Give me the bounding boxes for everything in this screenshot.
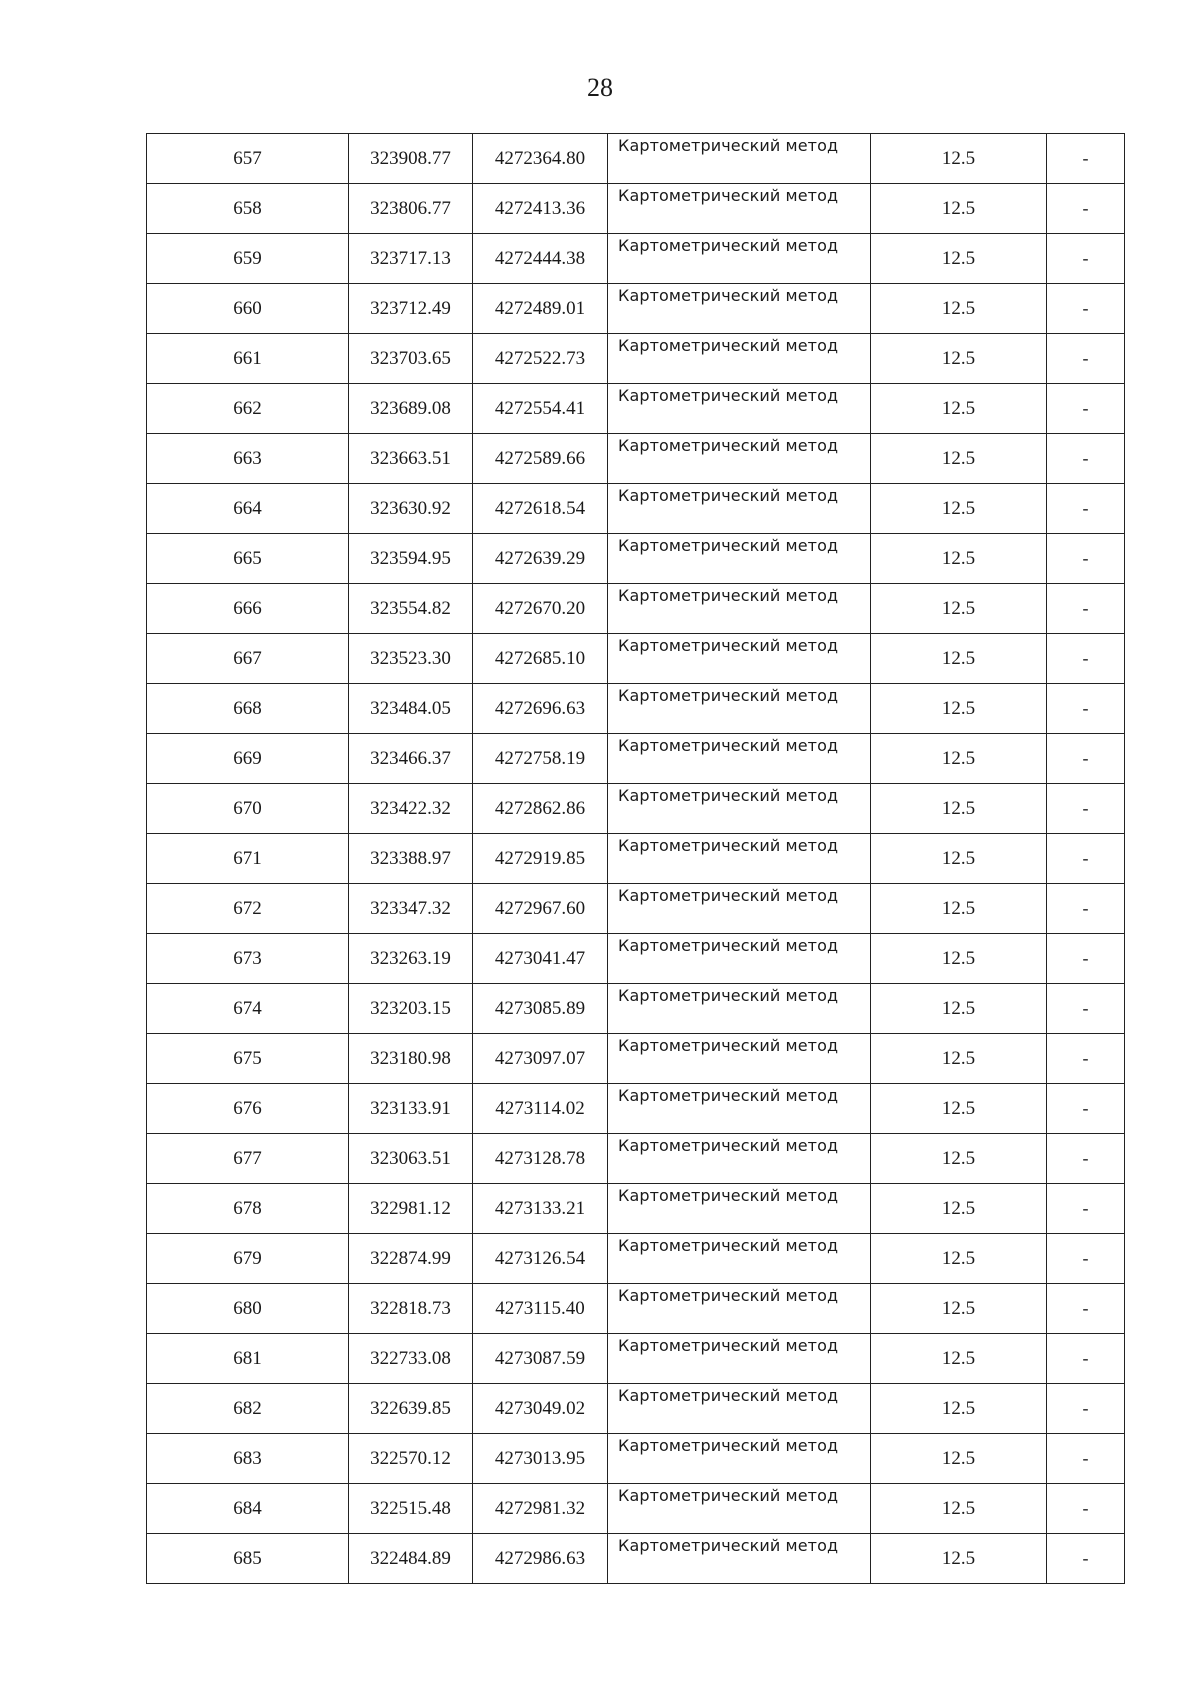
point-number-cell: 662 (147, 384, 349, 434)
accuracy-cell: 12.5 (871, 534, 1047, 584)
point-number-cell: 678 (147, 1184, 349, 1234)
x-coordinate-cell: 322639.85 (349, 1384, 473, 1434)
point-number-cell: 669 (147, 734, 349, 784)
x-coordinate-cell: 322981.12 (349, 1184, 473, 1234)
note-cell: - (1047, 784, 1125, 834)
accuracy-cell: 12.5 (871, 1234, 1047, 1284)
point-number-cell: 667 (147, 634, 349, 684)
x-coordinate-cell: 323806.77 (349, 184, 473, 234)
x-coordinate-cell: 323663.51 (349, 434, 473, 484)
point-number-cell: 664 (147, 484, 349, 534)
x-coordinate-cell: 323203.15 (349, 984, 473, 1034)
accuracy-cell: 12.5 (871, 934, 1047, 984)
x-coordinate-cell: 323422.32 (349, 784, 473, 834)
table-row (147, 1284, 1125, 1334)
table-row (147, 1534, 1125, 1584)
accuracy-cell: 12.5 (871, 1534, 1047, 1584)
point-number-cell: 672 (147, 884, 349, 934)
method-cell: Картометрический метод (608, 1434, 871, 1484)
note-cell: - (1047, 1034, 1125, 1084)
accuracy-cell: 12.5 (871, 234, 1047, 284)
x-coordinate-cell: 323712.49 (349, 284, 473, 334)
y-coordinate-cell: 4273085.89 (473, 984, 608, 1034)
method-cell: Картометрический метод (608, 634, 871, 684)
x-coordinate-cell: 323063.51 (349, 1134, 473, 1184)
method-cell: Картометрический метод (608, 784, 871, 834)
y-coordinate-cell: 4273133.21 (473, 1184, 608, 1234)
note-cell: - (1047, 684, 1125, 734)
note-cell: - (1047, 1234, 1125, 1284)
accuracy-cell: 12.5 (871, 884, 1047, 934)
method-cell: Картометрический метод (608, 1484, 871, 1534)
table-row (147, 1434, 1125, 1484)
table-row (147, 634, 1125, 684)
point-number-cell: 666 (147, 584, 349, 634)
point-number-cell: 670 (147, 784, 349, 834)
y-coordinate-cell: 4273041.47 (473, 934, 608, 984)
y-coordinate-cell: 4272981.32 (473, 1484, 608, 1534)
table-row (147, 1334, 1125, 1384)
point-number-cell: 668 (147, 684, 349, 734)
method-cell: Картометрический метод (608, 234, 871, 284)
table-row (147, 184, 1125, 234)
y-coordinate-cell: 4273114.02 (473, 1084, 608, 1134)
table-row (147, 834, 1125, 884)
accuracy-cell: 12.5 (871, 784, 1047, 834)
accuracy-cell: 12.5 (871, 684, 1047, 734)
table-row (147, 434, 1125, 484)
point-number-cell: 680 (147, 1284, 349, 1334)
method-cell: Картометрический метод (608, 684, 871, 734)
note-cell: - (1047, 384, 1125, 434)
accuracy-cell: 12.5 (871, 134, 1047, 184)
point-number-cell: 673 (147, 934, 349, 984)
method-cell: Картометрический метод (608, 984, 871, 1034)
method-cell: Картометрический метод (608, 1534, 871, 1584)
y-coordinate-cell: 4272685.10 (473, 634, 608, 684)
note-cell: - (1047, 1284, 1125, 1334)
note-cell: - (1047, 434, 1125, 484)
point-number-cell: 677 (147, 1134, 349, 1184)
table-row (147, 284, 1125, 334)
accuracy-cell: 12.5 (871, 484, 1047, 534)
note-cell: - (1047, 934, 1125, 984)
x-coordinate-cell: 322515.48 (349, 1484, 473, 1534)
point-number-cell: 675 (147, 1034, 349, 1084)
point-number-cell: 676 (147, 1084, 349, 1134)
note-cell: - (1047, 1134, 1125, 1184)
method-cell: Картометрический метод (608, 884, 871, 934)
accuracy-cell: 12.5 (871, 1334, 1047, 1384)
y-coordinate-cell: 4273097.07 (473, 1034, 608, 1084)
table-row (147, 1034, 1125, 1084)
table-row (147, 1184, 1125, 1234)
method-cell: Картометрический метод (608, 334, 871, 384)
method-cell: Картометрический метод (608, 584, 871, 634)
point-number-cell: 683 (147, 1434, 349, 1484)
note-cell: - (1047, 134, 1125, 184)
note-cell: - (1047, 584, 1125, 634)
table-row (147, 534, 1125, 584)
point-number-cell: 682 (147, 1384, 349, 1434)
y-coordinate-cell: 4272862.86 (473, 784, 608, 834)
table-row (147, 134, 1125, 184)
method-cell: Картометрический метод (608, 134, 871, 184)
x-coordinate-cell: 323630.92 (349, 484, 473, 534)
accuracy-cell: 12.5 (871, 1034, 1047, 1084)
page-number: 28 (587, 73, 613, 102)
accuracy-cell: 12.5 (871, 1134, 1047, 1184)
x-coordinate-cell: 322874.99 (349, 1234, 473, 1284)
method-cell: Картометрический метод (608, 434, 871, 484)
table-row (147, 1484, 1125, 1534)
note-cell: - (1047, 334, 1125, 384)
method-cell: Картометрический метод (608, 1034, 871, 1084)
note-cell: - (1047, 1084, 1125, 1134)
table-row (147, 1384, 1125, 1434)
x-coordinate-cell: 323703.65 (349, 334, 473, 384)
point-number-cell: 679 (147, 1234, 349, 1284)
x-coordinate-cell: 323484.05 (349, 684, 473, 734)
point-number-cell: 684 (147, 1484, 349, 1534)
point-number-cell: 685 (147, 1534, 349, 1584)
point-number-cell: 663 (147, 434, 349, 484)
accuracy-cell: 12.5 (871, 184, 1047, 234)
y-coordinate-cell: 4273013.95 (473, 1434, 608, 1484)
y-coordinate-cell: 4272986.63 (473, 1534, 608, 1584)
x-coordinate-cell: 323689.08 (349, 384, 473, 434)
y-coordinate-cell: 4272554.41 (473, 384, 608, 434)
y-coordinate-cell: 4272696.63 (473, 684, 608, 734)
accuracy-cell: 12.5 (871, 1434, 1047, 1484)
method-cell: Картометрический метод (608, 934, 871, 984)
x-coordinate-cell: 322570.12 (349, 1434, 473, 1484)
method-cell: Картометрический метод (608, 284, 871, 334)
y-coordinate-cell: 4273126.54 (473, 1234, 608, 1284)
accuracy-cell: 12.5 (871, 1384, 1047, 1434)
accuracy-cell: 12.5 (871, 834, 1047, 884)
method-cell: Картометрический метод (608, 1084, 871, 1134)
x-coordinate-cell: 323466.37 (349, 734, 473, 784)
accuracy-cell: 12.5 (871, 1284, 1047, 1334)
y-coordinate-cell: 4273115.40 (473, 1284, 608, 1334)
note-cell: - (1047, 234, 1125, 284)
table-row (147, 934, 1125, 984)
y-coordinate-cell: 4272413.36 (473, 184, 608, 234)
note-cell: - (1047, 884, 1125, 934)
note-cell: - (1047, 734, 1125, 784)
accuracy-cell: 12.5 (871, 334, 1047, 384)
y-coordinate-cell: 4272967.60 (473, 884, 608, 934)
method-cell: Картометрический метод (608, 184, 871, 234)
point-number-cell: 674 (147, 984, 349, 1034)
accuracy-cell: 12.5 (871, 734, 1047, 784)
table-row (147, 334, 1125, 384)
table-row (147, 584, 1125, 634)
coordinates-table (146, 133, 1125, 1584)
x-coordinate-cell: 323554.82 (349, 584, 473, 634)
y-coordinate-cell: 4273087.59 (473, 1334, 608, 1384)
y-coordinate-cell: 4272639.29 (473, 534, 608, 584)
method-cell: Картометрический метод (608, 1334, 871, 1384)
point-number-cell: 671 (147, 834, 349, 884)
method-cell: Картометрический метод (608, 1284, 871, 1334)
table-row (147, 984, 1125, 1034)
point-number-cell: 661 (147, 334, 349, 384)
x-coordinate-cell: 322733.08 (349, 1334, 473, 1384)
x-coordinate-cell: 323908.77 (349, 134, 473, 184)
y-coordinate-cell: 4272489.01 (473, 284, 608, 334)
y-coordinate-cell: 4272444.38 (473, 234, 608, 284)
accuracy-cell: 12.5 (871, 284, 1047, 334)
y-coordinate-cell: 4272758.19 (473, 734, 608, 784)
method-cell: Картометрический метод (608, 534, 871, 584)
note-cell: - (1047, 484, 1125, 534)
table-row (147, 784, 1125, 834)
y-coordinate-cell: 4273128.78 (473, 1134, 608, 1184)
y-coordinate-cell: 4272589.66 (473, 434, 608, 484)
table-row (147, 234, 1125, 284)
note-cell: - (1047, 634, 1125, 684)
accuracy-cell: 12.5 (871, 1084, 1047, 1134)
x-coordinate-cell: 322818.73 (349, 1284, 473, 1334)
coordinates-table-body (147, 134, 1125, 1584)
x-coordinate-cell: 322484.89 (349, 1534, 473, 1584)
accuracy-cell: 12.5 (871, 634, 1047, 684)
accuracy-cell: 12.5 (871, 384, 1047, 434)
table-row (147, 1084, 1125, 1134)
point-number-cell: 660 (147, 284, 349, 334)
table-row (147, 1134, 1125, 1184)
note-cell: - (1047, 534, 1125, 584)
table-row (147, 884, 1125, 934)
x-coordinate-cell: 323594.95 (349, 534, 473, 584)
note-cell: - (1047, 284, 1125, 334)
point-number-cell: 658 (147, 184, 349, 234)
accuracy-cell: 12.5 (871, 1184, 1047, 1234)
method-cell: Картометрический метод (608, 1134, 871, 1184)
method-cell: Картометрический метод (608, 1384, 871, 1434)
method-cell: Картометрический метод (608, 834, 871, 884)
accuracy-cell: 12.5 (871, 584, 1047, 634)
note-cell: - (1047, 1184, 1125, 1234)
y-coordinate-cell: 4272618.54 (473, 484, 608, 534)
note-cell: - (1047, 834, 1125, 884)
point-number-cell: 665 (147, 534, 349, 584)
note-cell: - (1047, 1534, 1125, 1584)
y-coordinate-cell: 4273049.02 (473, 1384, 608, 1434)
table-row (147, 384, 1125, 434)
point-number-cell: 657 (147, 134, 349, 184)
table-row (147, 734, 1125, 784)
note-cell: - (1047, 184, 1125, 234)
x-coordinate-cell: 323347.32 (349, 884, 473, 934)
method-cell: Картометрический метод (608, 1184, 871, 1234)
y-coordinate-cell: 4272670.20 (473, 584, 608, 634)
x-coordinate-cell: 323523.30 (349, 634, 473, 684)
y-coordinate-cell: 4272364.80 (473, 134, 608, 184)
table-row (147, 1234, 1125, 1284)
method-cell: Картометрический метод (608, 384, 871, 434)
method-cell: Картометрический метод (608, 734, 871, 784)
note-cell: - (1047, 1384, 1125, 1434)
note-cell: - (1047, 984, 1125, 1034)
point-number-cell: 659 (147, 234, 349, 284)
table-row (147, 484, 1125, 534)
note-cell: - (1047, 1434, 1125, 1484)
x-coordinate-cell: 323263.19 (349, 934, 473, 984)
accuracy-cell: 12.5 (871, 434, 1047, 484)
accuracy-cell: 12.5 (871, 1484, 1047, 1534)
x-coordinate-cell: 323388.97 (349, 834, 473, 884)
y-coordinate-cell: 4272919.85 (473, 834, 608, 884)
point-number-cell: 681 (147, 1334, 349, 1384)
accuracy-cell: 12.5 (871, 984, 1047, 1034)
note-cell: - (1047, 1334, 1125, 1384)
x-coordinate-cell: 323717.13 (349, 234, 473, 284)
method-cell: Картометрический метод (608, 1234, 871, 1284)
method-cell: Картометрический метод (608, 484, 871, 534)
x-coordinate-cell: 323180.98 (349, 1034, 473, 1084)
x-coordinate-cell: 323133.91 (349, 1084, 473, 1134)
table-row (147, 684, 1125, 734)
note-cell: - (1047, 1484, 1125, 1534)
y-coordinate-cell: 4272522.73 (473, 334, 608, 384)
